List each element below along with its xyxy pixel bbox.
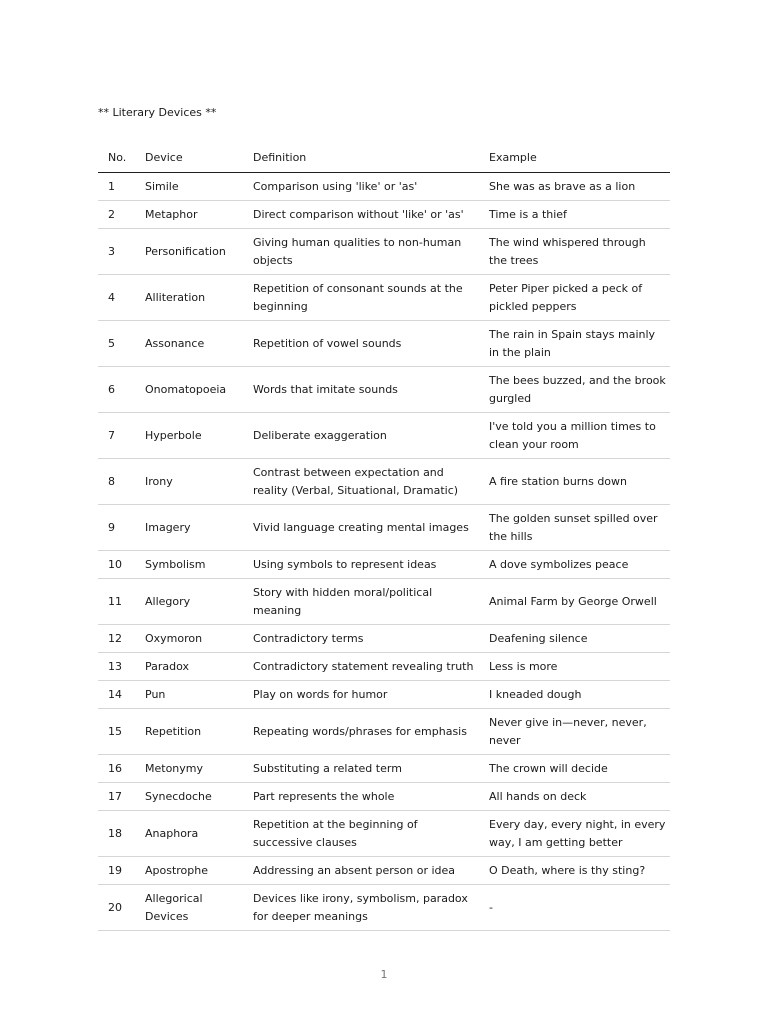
cell-no: 16 [98,755,135,783]
header-definition: Definition [243,144,479,173]
cell-no: 19 [98,857,135,885]
table-row [98,201,670,229]
cell-device: Imagery [135,505,243,551]
cell-device: Symbolism [135,551,243,579]
header-example: Example [479,144,670,173]
cell-example: Peter Piper picked a peck of pickled peppers [479,275,670,321]
cell-example: The wind whispered through the trees [479,229,670,275]
table-row [98,755,670,783]
table-header-row [98,144,670,173]
cell-no: 9 [98,505,135,551]
cell-definition: Substituting a related term [243,755,479,783]
cell-example: The crown will decide [479,755,670,783]
cell-device: Allegory [135,579,243,625]
cell-no: 3 [98,229,135,275]
cell-definition: Story with hidden moral/political meaning [243,579,479,625]
table-row [98,505,670,551]
cell-definition: Contradictory statement revealing truth [243,653,479,681]
cell-example: A fire station burns down [479,459,670,505]
table-row [98,625,670,653]
cell-no: 8 [98,459,135,505]
document-title: ** Literary Devices ** [98,106,217,119]
header-no: No. [98,144,135,173]
cell-device: Oxymoron [135,625,243,653]
cell-definition: Repetition of vowel sounds [243,321,479,367]
cell-device: Synecdoche [135,783,243,811]
cell-no: 4 [98,275,135,321]
cell-definition: Contradictory terms [243,625,479,653]
header-device: Device [135,144,243,173]
cell-device: Alliteration [135,275,243,321]
cell-no: 5 [98,321,135,367]
cell-no: 18 [98,811,135,857]
cell-no: 14 [98,681,135,709]
cell-no: 12 [98,625,135,653]
cell-device: Metaphor [135,201,243,229]
cell-no: 11 [98,579,135,625]
table-row [98,321,670,367]
table-row [98,367,670,413]
table-row [98,275,670,321]
cell-example: Never give in—never, never, never [479,709,670,755]
cell-no: 13 [98,653,135,681]
cell-example: The bees buzzed, and the brook gurgled [479,367,670,413]
table-row [98,551,670,579]
cell-example: She was as brave as a lion [479,173,670,201]
cell-example: - [479,885,670,931]
cell-definition: Comparison using 'like' or 'as' [243,173,479,201]
cell-definition: Words that imitate sounds [243,367,479,413]
cell-no: 17 [98,783,135,811]
cell-device: Apostrophe [135,857,243,885]
cell-device: Assonance [135,321,243,367]
cell-device: Simile [135,173,243,201]
cell-device: Anaphora [135,811,243,857]
cell-no: 15 [98,709,135,755]
cell-no: 6 [98,367,135,413]
cell-definition: Part represents the whole [243,783,479,811]
page-number: 1 [380,968,388,981]
cell-example: Animal Farm by George Orwell [479,579,670,625]
cell-device: Personification [135,229,243,275]
document-page [98,104,670,931]
cell-example: The golden sunset spilled over the hills [479,505,670,551]
cell-example: A dove symbolizes peace [479,551,670,579]
cell-example: Deafening silence [479,625,670,653]
cell-device: Pun [135,681,243,709]
cell-example: All hands on deck [479,783,670,811]
table-row [98,681,670,709]
table-row [98,709,670,755]
table-row [98,783,670,811]
cell-device: Allegorical Devices [135,885,243,931]
cell-example: O Death, where is thy sting? [479,857,670,885]
literary-devices-table [98,144,670,931]
cell-definition: Giving human qualities to non-human objects [243,229,479,275]
cell-definition: Play on words for humor [243,681,479,709]
cell-device: Metonymy [135,755,243,783]
cell-example: I've told you a million times to clean your room [479,413,670,459]
cell-no: 20 [98,885,135,931]
table-row [98,459,670,505]
cell-definition: Repetition at the beginning of successive clauses [243,811,479,857]
table-row [98,579,670,625]
cell-device: Irony [135,459,243,505]
cell-example: I kneaded dough [479,681,670,709]
cell-no: 7 [98,413,135,459]
cell-definition: Using symbols to represent ideas [243,551,479,579]
cell-device: Paradox [135,653,243,681]
cell-definition: Contrast between expectation and reality (Verbal, Situational, Dramatic) [243,459,479,505]
cell-no: 10 [98,551,135,579]
table-row [98,811,670,857]
cell-example: The rain in Spain stays mainly in the plain [479,321,670,367]
cell-definition: Addressing an absent person or idea [243,857,479,885]
table-row [98,413,670,459]
table-row [98,229,670,275]
cell-example: Time is a thief [479,201,670,229]
cell-definition: Repetition of consonant sounds at the beginning [243,275,479,321]
table-row [98,653,670,681]
table-row [98,857,670,885]
cell-device: Repetition [135,709,243,755]
cell-device: Hyperbole [135,413,243,459]
cell-example: Less is more [479,653,670,681]
cell-device: Onomatopoeia [135,367,243,413]
cell-no: 2 [98,201,135,229]
cell-example: Every day, every night, in every way, I am getting better [479,811,670,857]
cell-definition: Vivid language creating mental images [243,505,479,551]
table-row [98,885,670,931]
cell-definition: Direct comparison without 'like' or 'as' [243,201,479,229]
cell-definition: Deliberate exaggeration [243,413,479,459]
cell-definition: Devices like irony, symbolism, paradox for deeper meanings [243,885,479,931]
cell-definition: Repeating words/phrases for emphasis [243,709,479,755]
cell-no: 1 [98,173,135,201]
table-row [98,173,670,201]
